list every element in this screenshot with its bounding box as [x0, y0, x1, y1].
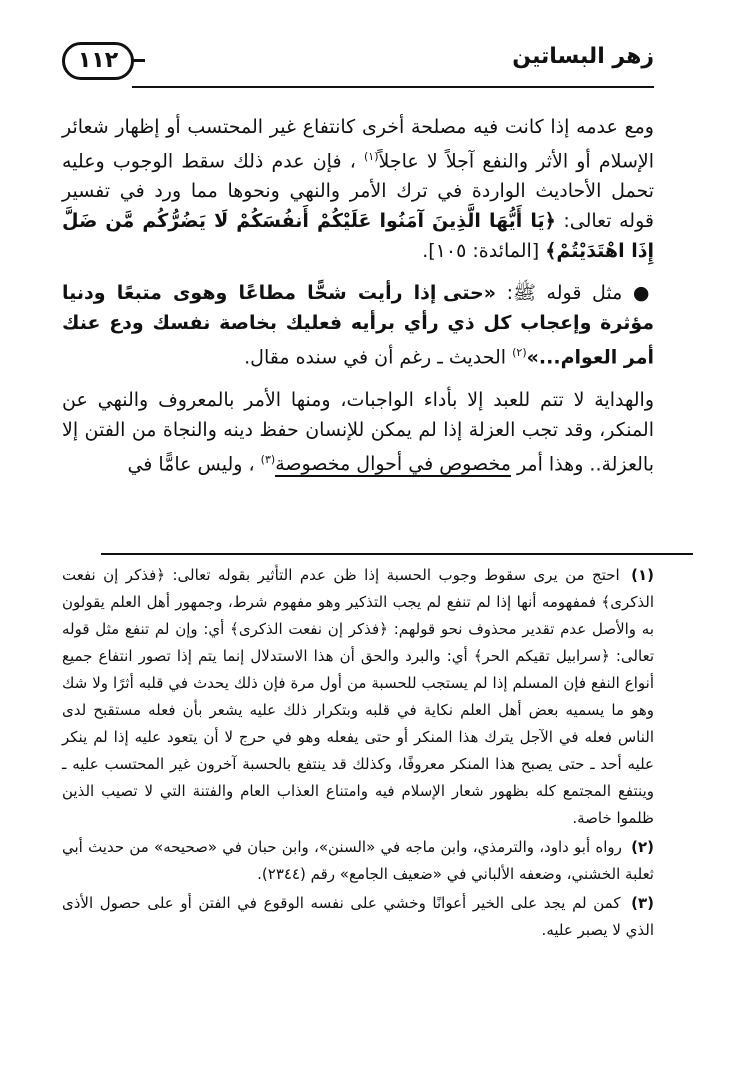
footnote-number: (١) — [631, 566, 654, 584]
hadith-intro: مثل قوله ﷺ: — [506, 282, 623, 305]
footnote-number: (٣) — [631, 894, 654, 912]
page-number: ١١٢ — [62, 42, 134, 80]
footnote-ref-3: (٣) — [260, 452, 276, 466]
verse-citation: [المائدة: ١٠٥]. — [422, 240, 540, 263]
paragraph-1-continuation: ، فإن عدم ذلك سقط الوجوب وعليه تحمل الأحاديث الواردة في ترك الأمر والنهي ونحوها مما ورد في تفسير قوله تعالى: — [62, 150, 654, 233]
paragraph-3-end: ، وليس عامًّا في — [127, 452, 255, 475]
footnote-number: (٢) — [631, 838, 654, 856]
footnote — [62, 562, 654, 832]
paragraph-3-text: والهداية لا تتم للعبد إلا بأداء الواجبات، ومنها الأمر بالمعروف والنهي عن المنكر، وقد تجب العزلة إذا لم يمكن للإنسان حفظ دينه والنجاة من الفتن إلا بالعزلة.. وهذا أمر — [62, 388, 654, 475]
paragraph-2 — [62, 278, 654, 372]
footnote-text: رواه أبو داود، والترمذي، وابن ماجه في «السنن»، وابن حبان في «صحيحه» من حديث أبي ثعلبة الخشني، وضعفه الألباني في «ضعيف الجامع» رقم (٢٣٤٤). — [62, 838, 654, 883]
paragraph-3 — [62, 385, 654, 479]
main-text — [62, 112, 654, 491]
book-title: زهر البساتين — [512, 44, 654, 69]
footnote-ref-2: (٢) — [512, 346, 527, 360]
quran-verse: ﴿يَا أَيُّهَا الَّذِينَ آمَنُوا عَلَيْكُمْ أَنفُسَكُمْ لَا يَضُرُّكُم مَّن ضَلَّ إِذَا اهْتَدَيْتُمْ﴾ — [62, 210, 654, 263]
bullet-icon: ● — [632, 282, 654, 305]
hadith-quote: «حتى إذا رأيت شحًّا مطاعًا وهوى متبعًا ودنيا مؤثرة وإعجاب كل ذي رأي برأيه فعليك بخاصة نفسك ودع عنك أمر العوام...» — [62, 282, 654, 369]
footnote-text: احتج من يرى سقوط وجوب الحسبة إذا ظن عدم التأثير بقوله تعالى: ﴿فذكر إن نفعت الذكرى﴾ فمفهومه أنها إذا لم تنفع لم يجب التذكير وهو مفهوم شرط، وجمهور أهل العلم يقولون به والأصل عدم تقدير محذوف نحو قولهم: ﴿فذكر إن نفعت الذكرى﴾ أي: وإن لم تنفع مثل قوله تعالى: ﴿سرابيل تقيكم الحر﴾ أي: والبرد والحق أن هذا الاستدلال إنما يتم إذا تصور انتفاع جميع أنواع النفع فإن المسلم إذا لم يستجب للحسبة من أول مرة فإن ذلك يحدث في قلبه أثرًا ولا شك وهو ما يسميه بعض أهل العلم نكاية في قلبه وبتكرار ذلك عليه يشعر بأن فعله مستقبح لدى الناس فعله في الآجل يترك هذا المنكر أو حتى يفعله وهو في حرج لا أن يتعود عليه إذا لم ينكر عليه أحد ـ حتى يصبح هذا المنكر معروفًا، وكذلك قد ينتفع بالحسبة آخرون غير المحتسب عليه ـ وينتفع المجتمع كله بظهور شعار الإسلام فيه وامتناع العذاب العام والفتنة التي لا تصيب الذين ظلموا خاصة. — [62, 566, 654, 827]
footnote-text: كمن لم يجد على الخير أعوانًا وخشي على نفسه الوقوع في الفتن أو على حصول الأذى الذي لا يصبر عليه. — [62, 894, 654, 939]
paragraph-1 — [62, 112, 654, 266]
paragraph-2-continuation: الحديث ـ رغم أن في سنده مقال. — [244, 346, 507, 369]
footnote-ref-1: (١) — [363, 150, 379, 163]
footnote — [62, 834, 654, 888]
header-rule — [132, 86, 654, 88]
footnote — [62, 890, 654, 944]
footnotes — [62, 562, 654, 946]
footnote-divider — [101, 553, 693, 555]
page-header — [62, 42, 654, 92]
paragraph-1-text: ومع عدمه إذا كانت فيه مصلحة أخرى كانتفاع غير المحتسب أو إظهار شعائر الإسلام أو الأثر والنفع آجلاً لا عاجلاً — [62, 116, 654, 173]
underlined-phrase: مخصوص في أحوال مخصوصة — [275, 452, 511, 475]
